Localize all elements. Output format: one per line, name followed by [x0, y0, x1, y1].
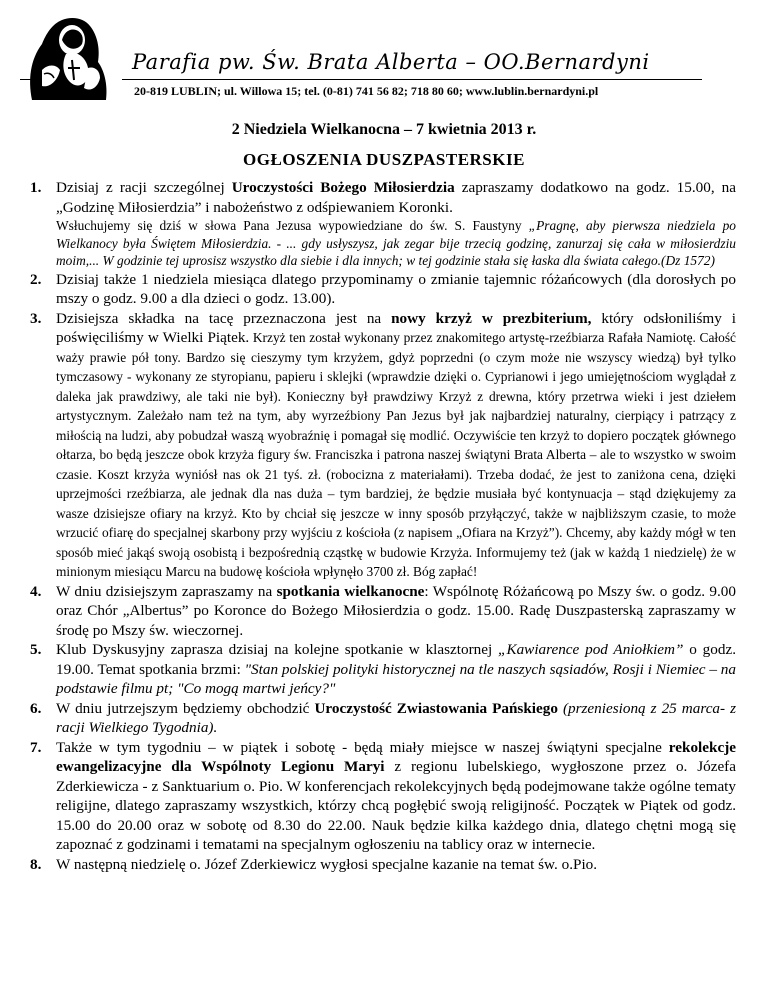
item-number: 2. [30, 270, 42, 288]
date-line: 2 Niedziela Wielkanocna – 7 kwietnia 2013 r. [231, 121, 537, 138]
item-number: 3. [30, 309, 42, 327]
header-divider-left [20, 79, 32, 80]
announcement-4: 4. W dniu dzisiejszym zapraszamy na spotkania wielkanocne: Wspólnotę Różańcową po Mszy św. o godz. 9.00 oraz Chór „Albertus” po Koronce do Bożego Miłosierdzia o godz. 15.00. Radę Duszpasterską zapraszamy w środę po Mszy św. wieczornej. [30, 582, 736, 639]
parish-logo-friar-icon [18, 10, 114, 102]
parish-title: Parafia pw. Św. Brata Alberta – OO.Bernardyni [132, 50, 650, 74]
announcements-list [30, 178, 736, 874]
announcement-2: 2. Dzisiaj także 1 niedziela miesiąca dlatego przypominamy o zmianie tajemnic różańcowych (dla dorosłych po mszy o godz. 9.00 a dla dzieci o godz. 13.00). [30, 270, 736, 308]
parish-address: 20-819 LUBLIN; ul. Willowa 15; tel. (0-81) 741 56 82; 718 80 60; www.lublin.bernardyni.pl [134, 84, 599, 98]
item-number: 6. [30, 699, 42, 717]
item-number: 5. [30, 641, 42, 659]
announcement-8: 8. W następną niedzielę o. Józef Zderkiewicz wygłosi specjalne kazanie na temat św. o.Pio. [30, 855, 598, 873]
announcement-1: 1. Dzisiaj z racji szczególnej Uroczystości Bożego Miłosierdzia zapraszamy dodatkowo na godz. 15.00, na „Godzinę Miłosierdzia” i nabożeństwo z odśpiewaniem Koronki. Wsłuchujemy się dziś w słowa Pana Jezusa wypowiedziane do św. S. Faustyny „Pragnę, aby pierwsza niedziela po Wielkanocy była Świętem Miłosierdzia. - ... gdy usłyszysz, jak zegar bije trzecią godzinę, zanurzaj się cała w miłosierdziu moim,... W godzinie tej uprosisz wszystko dla siebie i dla innych; w tej godzinie stała się łaska dla świata całego.(Dz 1572) [30, 179, 737, 269]
announcement-3: 3. Dzisiejsza składka na tacę przeznaczona jest na nowy krzyż w prezbiterium, który odsłoniliśmy i poświęciliśmy w Wielki Piątek. Krzyż ten został wykonany przez znakomitego artystę-rzeźbiarza Rafała Namiotę. Całość waży prawie pół tony. Bardzo się cieszymy tym krzyżem, gdyż poprzedni (o czym może nie wszyscy wiedzą) był tylko tymczasowy - wykonany ze styropianu, papieru i sklejki (wprawdzie dzięki o. Cyprianowi i jego umiejętnościom wyglądał z daleka jak prawdziwy, ale taki nie był). Konieczny był prawdziwy Krzyż z drewna, który przetrwa wieki i jest dziełem artystycznym. Zależało nam też na tym, aby wyrzeźbiony Pan Jezus był jak najbardziej naturalny, cierpiący i patrzący z miłością na ludzi, aby pobudzał waszą wyobraźnię i pomagał się modlić. Oczywiście ten krzyż to dopiero początek głównego ołtarza, bo będą jeszcze obok krzyża figury św. Franciszka i patrona naszej świątyni Brata Alberta – ale to wszystko w swoim czasie. Koszt krzyża wyniósł nas ok 21 tyś. zł. (robocizna z materiałami). Trzeba dodać, że jest to zaniżona cena, dzięki uprzejmości rzeźbiarza, ale jednak dla nas duża – tym bardziej, że będzie musiała być kontynuacja – stąd dziękujemy za wasze dzisiejsze ofiary na krzyż. Kto by chciał się jeszcze w inny sposób przyłączyć, także w najbliższym czasie, to może wrzucić ofiarę do specjalnej skarbony przy wyjściu z kościoła (z napisem „Ofiara na Krzyż”). Chcemy, aby każdy mógł w ten sposób mieć jakąś swoją osobistą i bezpośrednią cząstkę w budowie Krzyża. Informujemy też (jak w każdą 1 niedzielę) że w minionym miesiącu Marcu na budowę kościoła wpłynęło 3700 zł. Bóg zapłać! [30, 309, 736, 580]
header-divider [122, 79, 702, 80]
item-number: 4. [30, 582, 42, 600]
item-number: 1. [30, 179, 42, 196]
announcement-7: 7. Także w tym tygodniu – w piątek i sobotę - będą miały miejsce w naszej świątyni specjalne rekolekcje ewangelizacyjne dla Wspólnoty Legionu Maryi z regionu lubelskiego, wygłoszone przez o. Józefa Zderkiewicza - z Sanktuarium o. Pio. W konferencjach rekolekcyjnych będą podejmowane także ogólne tematy religijne, dlatego zapraszamy wszystkich, którzy chcą pogłębić swoją religijność. Początek w Piątek od godz. 15.00 do 20.00 oraz w sobotę od 8.30 do 22.00. Nauk będzie kilka każdego dnia, dlatego chętni mogą się zapoznać z godzinami i tematami na specjalnym ogłoszeniu na tablicy oraz w internecie. [30, 738, 736, 854]
item-number: 7. [30, 738, 42, 756]
announcement-6: 6. W dniu jutrzejszym będziemy obchodzić Uroczystość Zwiastowania Pańskiego (przeniesioną z 25 marca- z racji Wielkiego Tygodnia). [30, 699, 737, 737]
item-number: 8. [30, 855, 42, 873]
announcement-5: 5. Klub Dyskusyjny zaprasza dzisiaj na kolejne spotkanie w klasztornej „Kawiarence pod Aniołkiem” o godz. 19.00. Temat spotkania brzmi: "Stan polskiej polityki historycznej na tle naszych sąsiadów, Rosji i Niemiec – na podstawie filmu pt; "Co mogą martwi jeńcy?" [30, 641, 736, 698]
page-title: OGŁOSZENIA DUSZPASTERSKIE [243, 150, 525, 169]
